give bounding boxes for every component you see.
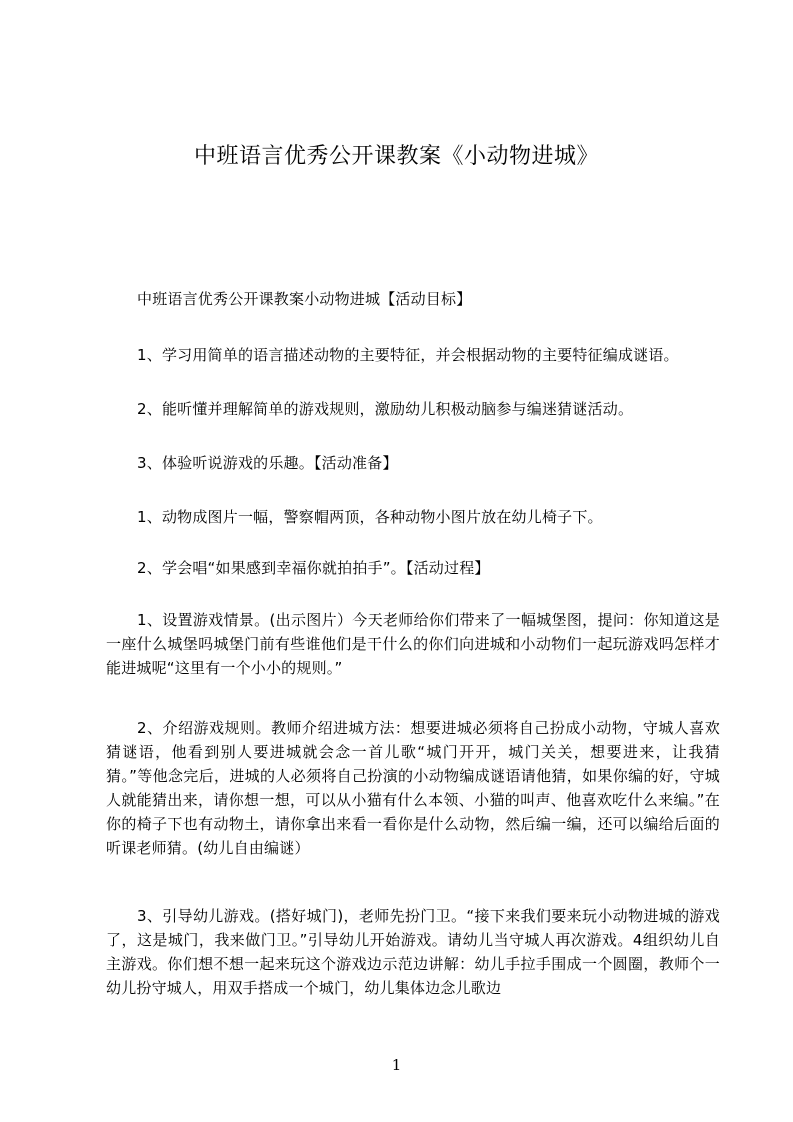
paragraph-activity-goals-heading: 中班语言优秀公开课教案小动物进城【活动目标】 [137,290,472,308]
paragraph-process-2: 2、介绍游戏规则。教师介绍进城方法：想要进城必须将自己扮成小动物，守城人喜欢猜谜语，他看到别人要进城就会念一首儿歌“城门开开，城门关关，想要进来，让我猜猜。”等他念完后，进城的人必须将自己扮演的小动物编成谜语请他猜，如果你编的好，守城人就能猜出来，请你想一想，可以从小猫有什么本领、小猫的叫声、他喜欢吃什么来编。”在你的椅子下也有动物土，请你拿出来看一看你是什么动物，然后编一编，还可以编给后面的听课老师猜。(幼儿自由编谜） [106,719,720,857]
paragraph-goal-3: 3、体验听说游戏的乐趣。【活动准备】 [137,454,398,472]
document-title: 中班语言优秀公开课教案《小动物进城》 [193,144,599,169]
paragraph-process-1: 1、设置游戏情景。(出示图片）今天老师给你们带来了一幅城堡图，提问：你知道这是一座什么城堡吗城堡门前有些谁他们是干什么的你们向进城和小动物们一起玩游戏吗怎样才能进城呢“这里有一个小小的规则。” [106,611,720,677]
paragraph-preparation-1: 1、动物成图片一幅，警察帽两顶，各种动物小图片放在幼儿椅子下。 [137,508,603,526]
paragraph-goal-2: 2、能听懂并理解简单的游戏规则，激励幼儿积极动脑参与编迷猜谜活动。 [137,400,634,418]
paragraph-goal-1: 1、学习用简单的语言描述动物的主要特征，并会根据动物的主要特征编成谜语。 [137,346,679,364]
page-number: 1 [391,1056,402,1074]
paragraph-process-3: 3、引导幼儿游戏。(搭好城门)，老师先扮门卫。“接下来我们要来玩小动物进城的游戏了，这是城门，我来做门卫。”引导幼儿开始游戏。请幼儿当守城人再次游戏。4组织幼儿自主游戏。你们想不想一起来玩这个游戏边示范边讲解：幼儿手拉手围成一个圆圈，教师个一幼儿扮守城人，用双手搭成一个城门，幼儿集体边念儿歌边 [106,907,720,997]
paragraph-preparation-2: 2、学会唱“如果感到幸福你就拍拍手”。【活动过程】 [137,559,490,577]
